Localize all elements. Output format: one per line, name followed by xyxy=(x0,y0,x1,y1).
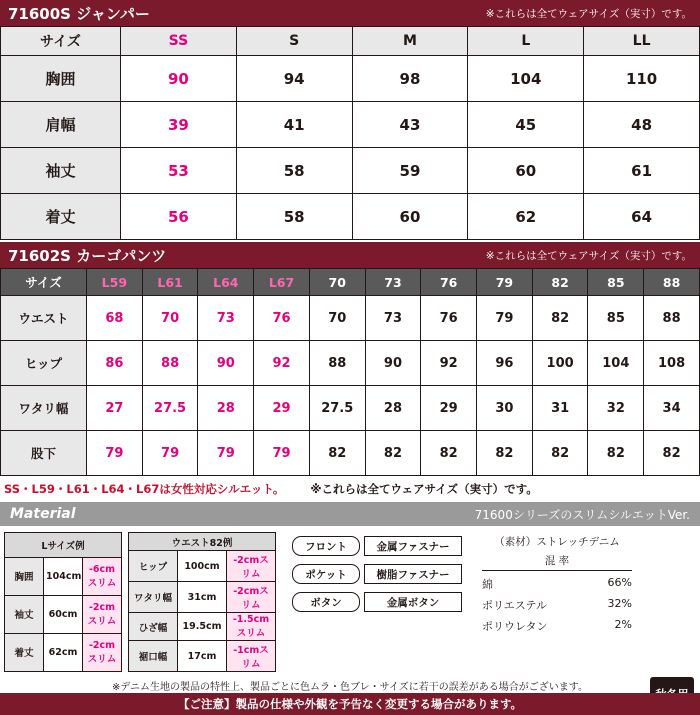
material-title: Material xyxy=(10,506,76,522)
jumper-cell-1-0: 39 xyxy=(121,102,237,148)
jumper-cell-0-2: 98 xyxy=(352,56,468,102)
jumper-col-2: S xyxy=(236,27,352,56)
pants-col-6: 73 xyxy=(365,269,421,296)
size-example-slim-0: -6cmスリム xyxy=(83,557,122,595)
waist-example-slim-3: -1cmスリム xyxy=(227,641,276,672)
waist-example-caption: ウエスト82例 xyxy=(129,533,276,551)
table-row xyxy=(129,533,276,551)
size-example-label-1: 袖丈 xyxy=(5,595,44,633)
pants-cell-3-9: 82 xyxy=(588,431,644,476)
size-example-slim-2: -2cmスリム xyxy=(83,633,122,671)
pants-cell-0-10: 88 xyxy=(644,296,700,341)
table-row xyxy=(1,194,700,240)
table-row xyxy=(129,582,276,613)
list-item xyxy=(292,592,462,612)
pants-cell-1-4: 88 xyxy=(309,341,365,386)
pants-cell-3-4: 82 xyxy=(309,431,365,476)
pants-cell-2-9: 32 xyxy=(588,386,644,431)
pants-cell-3-1: 79 xyxy=(142,431,198,476)
waist-example-label-0: ヒップ xyxy=(129,551,178,582)
jumper-cell-0-4: 110 xyxy=(584,56,700,102)
pants-col-5: 70 xyxy=(309,269,365,296)
pants-cell-0-0: 68 xyxy=(87,296,143,341)
jumper-cell-2-2: 59 xyxy=(352,148,468,194)
pants-cell-0-2: 73 xyxy=(198,296,254,341)
table-row xyxy=(1,296,700,341)
bottom-area xyxy=(0,526,700,672)
table-row xyxy=(1,56,700,102)
pants-row-label-1: ヒップ xyxy=(1,341,87,386)
size-example-value-2: 62cm xyxy=(44,633,83,671)
composition-block xyxy=(482,532,632,672)
pants-cell-3-3: 79 xyxy=(254,431,310,476)
jumper-row-label-2: 袖丈 xyxy=(1,148,121,194)
jumper-col-4: L xyxy=(468,27,584,56)
table-row xyxy=(5,595,122,633)
composition-name-1: ポリエステル xyxy=(482,599,548,612)
part-name-button: ボタン xyxy=(292,592,360,612)
list-item xyxy=(482,576,632,592)
pants-col-4: L67 xyxy=(254,269,310,296)
table-row xyxy=(5,557,122,595)
pants-cell-1-0: 86 xyxy=(87,341,143,386)
jumper-cell-1-4: 48 xyxy=(584,102,700,148)
table-row xyxy=(5,533,122,558)
pants-col-3: L64 xyxy=(198,269,254,296)
table-row xyxy=(129,613,276,641)
table-row xyxy=(1,431,700,476)
jumper-cell-1-1: 41 xyxy=(236,102,352,148)
waist-example-label-3: 裾口幅 xyxy=(129,641,178,672)
pants-row-label-2: ワタリ幅 xyxy=(1,386,87,431)
pants-col-8: 79 xyxy=(477,269,533,296)
pants-row-label-0: ウエスト xyxy=(1,296,87,341)
jumper-col-3: M xyxy=(352,27,468,56)
composition-heading: （素材）ストレッチデニム xyxy=(494,536,620,548)
waist-example-slim-2: -1.5cmスリム xyxy=(227,613,276,641)
pants-col-0: サイズ xyxy=(1,269,87,296)
jumper-col-1: SS xyxy=(121,27,237,56)
waist-example-value-3: 17cm xyxy=(178,641,227,672)
pants-cell-1-10: 108 xyxy=(644,341,700,386)
silhouette-note xyxy=(0,476,700,502)
waist-example-value-2: 19.5cm xyxy=(178,613,227,641)
jumper-title: 71600S ジャンパー xyxy=(8,4,150,23)
footnote-caution: 【ご注意】製品の仕様や外観を予告なく変更する場合があります。 xyxy=(0,693,700,715)
pants-cell-0-4: 70 xyxy=(309,296,365,341)
pants-cell-1-6: 92 xyxy=(421,341,477,386)
composition-value-2: 2% xyxy=(614,618,632,631)
pants-cell-0-5: 73 xyxy=(365,296,421,341)
jumper-header-row xyxy=(1,27,700,56)
pants-header xyxy=(0,242,700,268)
pants-cell-2-6: 29 xyxy=(421,386,477,431)
size-example-label-2: 着丈 xyxy=(5,633,44,671)
jumper-row-label-1: 肩幅 xyxy=(1,102,121,148)
size-example-value-0: 104cm xyxy=(44,557,83,595)
pants-cell-1-2: 90 xyxy=(198,341,254,386)
jumper-cell-0-3: 104 xyxy=(468,56,584,102)
waist-example-table xyxy=(128,532,276,672)
pants-cell-0-6: 76 xyxy=(421,296,477,341)
size-example-caption: Lサイズ例 xyxy=(5,533,122,558)
composition-name-0: 綿 xyxy=(482,578,493,591)
size-example-value-1: 60cm xyxy=(44,595,83,633)
silhouette-note-right: ※これらは全てウェアサイズ（実寸）です。 xyxy=(310,482,538,496)
material-note: 71600シリーズのスリムシルエットVer. xyxy=(474,507,690,522)
part-value-front: 金属ファスナー xyxy=(364,536,462,556)
composition-value-0: 66% xyxy=(607,576,632,589)
jumper-cell-2-4: 61 xyxy=(584,148,700,194)
pants-col-10: 85 xyxy=(588,269,644,296)
table-row xyxy=(1,341,700,386)
pants-cell-1-5: 90 xyxy=(365,341,421,386)
jumper-cell-3-4: 64 xyxy=(584,194,700,240)
pants-cell-3-5: 82 xyxy=(365,431,421,476)
jumper-cell-2-3: 60 xyxy=(468,148,584,194)
jumper-cell-2-0: 53 xyxy=(121,148,237,194)
pants-col-11: 88 xyxy=(644,269,700,296)
table-row xyxy=(1,148,700,194)
pants-cell-2-7: 30 xyxy=(477,386,533,431)
list-item xyxy=(292,536,462,556)
footnote-denim: ※デニム生地の製品の特性上、製品ごとに色ムラ・色ブレ・サイズに若干の誤差がある場合がございます。 xyxy=(112,682,588,693)
jumper-cell-0-0: 90 xyxy=(121,56,237,102)
pants-col-9: 82 xyxy=(532,269,588,296)
pants-cell-0-9: 85 xyxy=(588,296,644,341)
jumper-cell-2-1: 58 xyxy=(236,148,352,194)
size-example-table xyxy=(4,532,122,672)
size-example-slim-1: -2cmスリム xyxy=(83,595,122,633)
composition-ratio-label: 混 率 xyxy=(482,553,632,571)
part-value-button: 金属ボタン xyxy=(364,592,462,612)
size-example-label-0: 胸囲 xyxy=(5,557,44,595)
jumper-cell-1-3: 45 xyxy=(468,102,584,148)
list-item xyxy=(292,564,462,584)
pants-cell-1-9: 104 xyxy=(588,341,644,386)
pants-cell-0-7: 79 xyxy=(477,296,533,341)
waist-example-label-1: ワタリ幅 xyxy=(129,582,178,613)
part-value-pocket: 樹脂ファスナー xyxy=(364,564,462,584)
table-row xyxy=(129,641,276,672)
pants-cell-2-8: 31 xyxy=(532,386,588,431)
jumper-cell-3-3: 62 xyxy=(468,194,584,240)
jumper-cell-1-2: 43 xyxy=(352,102,468,148)
pants-cell-2-0: 27 xyxy=(87,386,143,431)
part-name-pocket: ポケット xyxy=(292,564,360,584)
pants-cell-0-3: 76 xyxy=(254,296,310,341)
pants-cell-1-1: 88 xyxy=(142,341,198,386)
waist-example-value-0: 100cm xyxy=(178,551,227,582)
list-item xyxy=(482,618,632,634)
pants-col-7: 76 xyxy=(421,269,477,296)
material-header xyxy=(0,502,700,526)
waist-example-slim-0: -2cmスリム xyxy=(227,551,276,582)
pants-cell-2-3: 29 xyxy=(254,386,310,431)
pants-cell-3-10: 82 xyxy=(644,431,700,476)
part-name-front: フロント xyxy=(292,536,360,556)
pants-cell-0-8: 82 xyxy=(532,296,588,341)
table-row xyxy=(1,102,700,148)
jumper-cell-3-1: 58 xyxy=(236,194,352,240)
pants-header-row xyxy=(1,269,700,296)
waist-example-value-1: 31cm xyxy=(178,582,227,613)
composition-name-2: ポリウレタン xyxy=(482,620,548,633)
pants-col-1: L59 xyxy=(87,269,143,296)
jumper-row-label-0: 胸囲 xyxy=(1,56,121,102)
pants-cell-3-6: 82 xyxy=(421,431,477,476)
pants-cell-2-1: 27.5 xyxy=(142,386,198,431)
jumper-note: ※これらは全てウェアサイズ（実寸）です。 xyxy=(485,7,692,20)
pants-cell-2-2: 28 xyxy=(198,386,254,431)
jumper-table xyxy=(0,26,700,240)
jumper-row-label-3: 着丈 xyxy=(1,194,121,240)
pants-cell-3-8: 82 xyxy=(532,431,588,476)
parts-list xyxy=(292,532,462,672)
pants-cell-2-10: 34 xyxy=(644,386,700,431)
list-item xyxy=(482,597,632,613)
waist-example-label-2: ひざ幅 xyxy=(129,613,178,641)
pants-col-2: L61 xyxy=(142,269,198,296)
composition-value-1: 32% xyxy=(607,597,632,610)
pants-cell-2-4: 27.5 xyxy=(309,386,365,431)
jumper-cell-0-1: 94 xyxy=(236,56,352,102)
jumper-col-5: LL xyxy=(584,27,700,56)
table-row xyxy=(129,551,276,582)
pants-cell-1-3: 92 xyxy=(254,341,310,386)
pants-cell-1-8: 100 xyxy=(532,341,588,386)
pants-table xyxy=(0,268,700,476)
jumper-col-0: サイズ xyxy=(1,27,121,56)
pants-cell-2-5: 28 xyxy=(365,386,421,431)
pants-row-label-3: 股下 xyxy=(1,431,87,476)
jumper-cell-3-0: 56 xyxy=(121,194,237,240)
pants-cell-3-0: 79 xyxy=(87,431,143,476)
pants-cell-3-2: 79 xyxy=(198,431,254,476)
pants-note: ※これらは全てウェアサイズ（実寸）です。 xyxy=(485,249,692,262)
table-row xyxy=(5,633,122,671)
pants-cell-1-7: 96 xyxy=(477,341,533,386)
pants-title: 71602S カーゴパンツ xyxy=(8,246,167,265)
pants-cell-0-1: 70 xyxy=(142,296,198,341)
waist-example-slim-1: -2cmスリム xyxy=(227,582,276,613)
jumper-cell-3-2: 60 xyxy=(352,194,468,240)
pants-cell-3-7: 82 xyxy=(477,431,533,476)
jumper-header xyxy=(0,0,700,26)
silhouette-note-left: SS・L59・L61・L64・L67は女性対応シルエット。 xyxy=(4,482,285,496)
table-row xyxy=(1,386,700,431)
